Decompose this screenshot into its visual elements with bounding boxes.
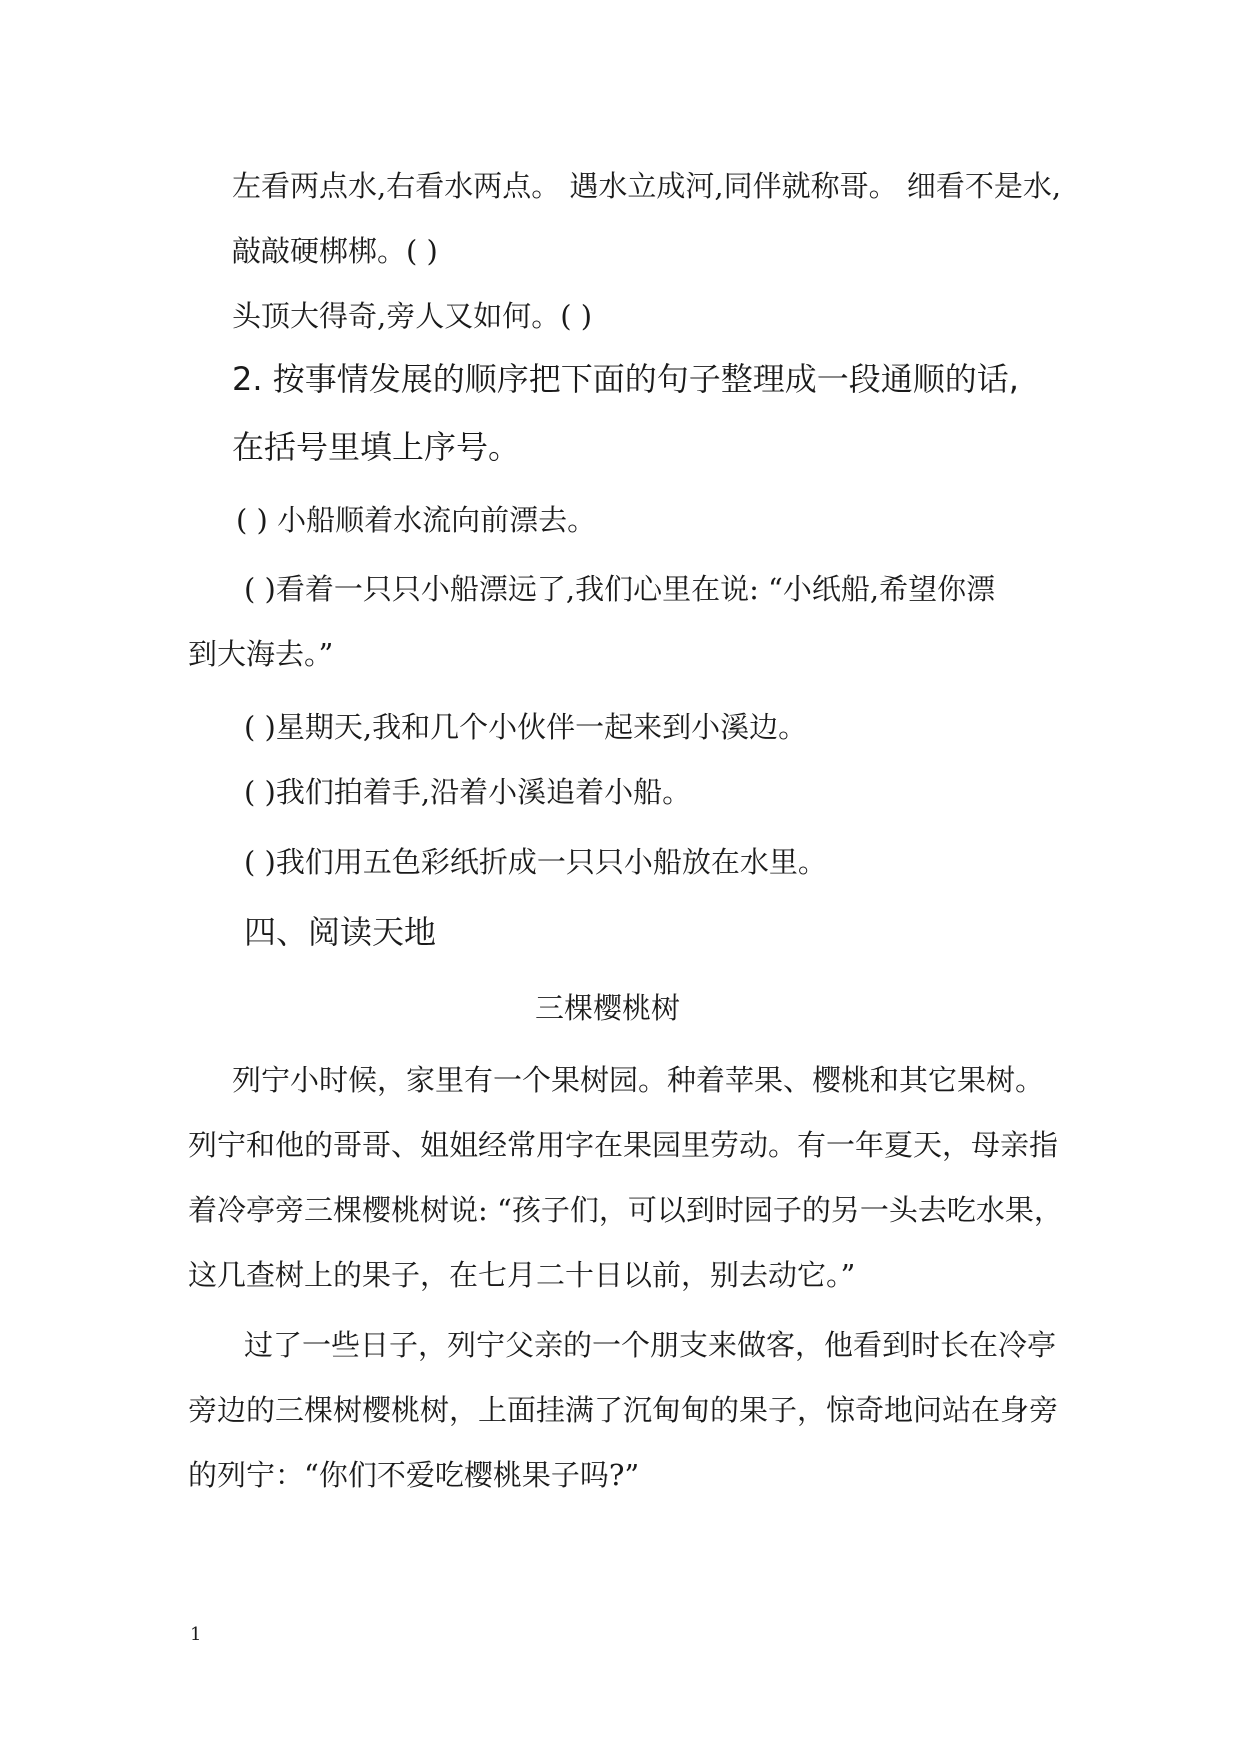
paragraph-1-line: 着冷亭旁三棵樱桃树说: “孩子们，可以到时园子的另一头去吃水果， xyxy=(188,1193,1063,1227)
order-item: ( )我们拍着手,沿着小溪追着小船。 xyxy=(244,775,692,809)
order-item: ( )我们用五色彩纸折成一只只小船放在水里。 xyxy=(244,845,827,879)
riddle-line-2: 敲敲硬梆梆。( ) xyxy=(232,234,438,268)
order-item: ( )看着一只只小船漂远了,我们心里在说: “小纸船,希望你漂 xyxy=(244,572,996,606)
page-number: 1 xyxy=(190,1624,202,1645)
question-2-line-2: 在括号里填上序号。 xyxy=(232,428,521,466)
paragraph-2-line: 过了一些日子，列宁父亲的一个朋支来做客，他看到时长在冷亭 xyxy=(244,1328,1057,1362)
riddle-line-1: 左看两点水,右看水两点。 遇水立成河,同伴就称哥。 细看不是水, xyxy=(232,169,1062,203)
riddle-line-3: 头顶大得奇,旁人又如何。( ) xyxy=(232,299,593,333)
paragraph-1-line: 列宁小时候，家里有一个果树园。种着苹果、樱桃和其它果树。 xyxy=(232,1063,1045,1097)
order-item-continuation: 到大海去。” xyxy=(188,637,334,671)
order-item: ( )星期天,我和几个小伙伴一起来到小溪边。 xyxy=(244,710,808,744)
paragraph-1-line: 列宁和他的哥哥、姐姐经常用字在果园里劳动。有一年夏天，母亲指 xyxy=(188,1128,1059,1162)
paragraph-2-line: 旁边的三棵树樱桃树，上面挂满了沉甸甸的果子，惊奇地问站在身旁 xyxy=(188,1393,1059,1427)
paragraph-1-line: 这几查树上的果子，在七月二十日以前，别去动它。” xyxy=(188,1258,856,1292)
order-item: ( ) 小船顺着水流向前漂去。 xyxy=(236,503,597,537)
question-2-line-1: 2. 按事情发展的顺序把下面的句子整理成一段通顺的话, xyxy=(232,360,1019,398)
story-title: 三棵樱桃树 xyxy=(535,991,681,1025)
paragraph-2-line: 的列宁：“你们不爱吃樱桃果子吗?” xyxy=(188,1458,640,1492)
section-4-heading: 四、阅读天地 xyxy=(244,913,437,951)
